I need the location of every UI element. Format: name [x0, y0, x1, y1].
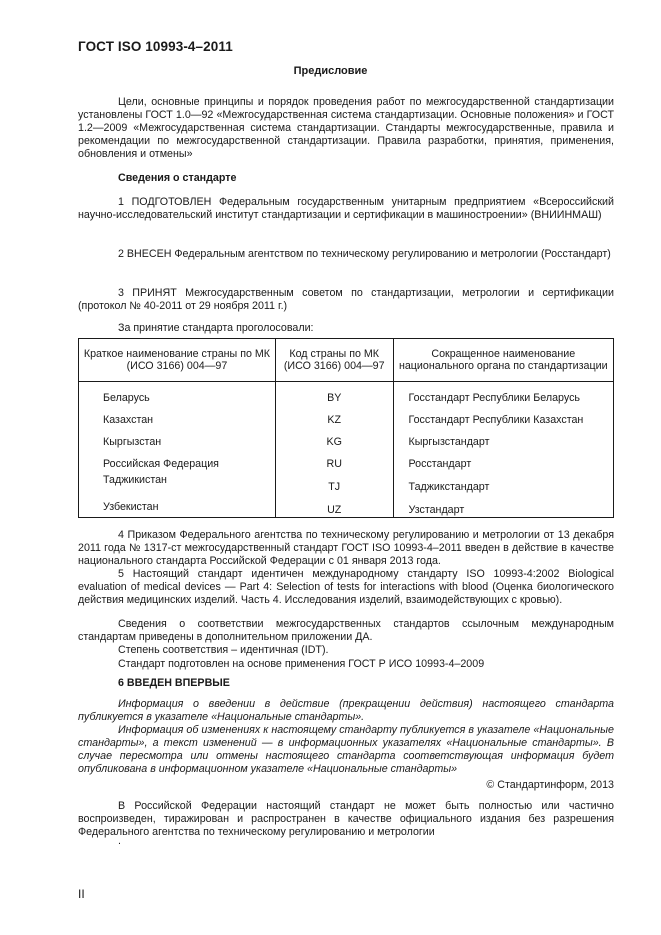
body-cell: Госстандарт Республики Казахстан [408, 414, 584, 426]
code-cell: KZ [327, 414, 342, 426]
item-5-degree: Степень соответствия – идентичная (IDT). [118, 644, 329, 656]
copyright: © Стандартинформ, 2013 [486, 779, 614, 791]
code-cell: KG [326, 436, 342, 448]
body-cell: Госстандарт Республики Беларусь [408, 392, 580, 404]
votes-table-body [79, 382, 614, 518]
code-cell: TJ [328, 481, 341, 493]
item-5-references: Сведения о соответствии межгосударственных стандартов ссылочным международным стандартам приведены в дополнительном приложении ДА. [78, 618, 614, 643]
about-standard-title: Сведения о стандарте [118, 172, 237, 184]
about-item-2: 2 ВНЕСЕН Федеральным агентством по техническому регулированию и метрологии (Росстандарт) [118, 248, 611, 260]
votes-table-header [79, 339, 614, 382]
country-cell: Таджикистан [103, 474, 167, 486]
item-5-basis: Стандарт подготовлен на основе применения ГОСТ Р ИСО 10993-4–2009 [118, 658, 485, 670]
code-column [275, 382, 393, 518]
notice-introduction: Информация о введении в действие (прекращении действия) настоящего стандарта публикуется в указателе «Национальные стандарты». [78, 698, 614, 723]
reproduction-notice: В Российской Федерации настоящий стандарт не может быть полностью или частично воспроизведен, тиражирован и распространен в качестве официального издания без разрешения Федерального агентства по техническому регулированию и метрологии [78, 800, 614, 838]
votes-table [78, 338, 614, 518]
page-number: II [78, 887, 85, 901]
votes-intro: За принятие стандарта проголосовали: [118, 322, 314, 334]
code-cell: RU [326, 458, 342, 470]
header-country: Краткое наименование страны по МК (ИСО 3166) 004—97 [79, 339, 276, 382]
item-4: 4 Приказом Федерального агентства по техническому регулированию и метрологии от 13 декабря 2011 года № 1317-ст межгосударственный стандарт ГОСТ ISO 10993-4–2011 введен в действие в качестве национального стандарта Российской Федерации с 01 января 2013 года. [78, 529, 614, 567]
trailing-mark: . [118, 835, 121, 847]
header-code: Код страны по МК (ИСО 3166) 004—97 [275, 339, 393, 382]
header-body: Сокращенное наименование национального органа по стандартизации [393, 339, 613, 382]
about-item-1: 1 ПОДГОТОВЛЕН Федеральным государственным унитарным предприятием «Всероссийский научно-исследовательский институт стандартизации и сертификации в машиностроении» (ВНИИНМАШ) [78, 196, 614, 221]
item-5: 5 Настоящий стандарт идентичен международному стандарту ISO 10993-4:2002 Biological evaluation of medical devices — Part 4: Selection of tests for interactions with blood (Оценка биологического действия медицинских изделий. Часть 4. Исследования изделий, взаимодействующих с кровью). [78, 568, 614, 606]
country-column [79, 382, 276, 518]
country-cell: Кыргызстан [103, 436, 162, 448]
about-item-3: 3 ПРИНЯТ Межгосударственным советом по стандартизации, метрологии и сертификации (протокол № 40-2011 от 29 ноября 2011 г.) [78, 287, 614, 312]
body-cell: Таджикстандарт [408, 481, 490, 493]
country-cell: Узбекистан [103, 501, 159, 513]
body-column [393, 382, 613, 518]
notice-changes: Информация об изменениях к настоящему стандарту публикуется в указателе «Национальные стандарты», а текст изменений — в информационных указателях «Национальные стандарты». В случае пересмотра или отмены настоящего стандарта соответствующая информация будет опубликована в информационном указателе «Национальные стандарты» [78, 724, 614, 775]
code-cell: UZ [327, 504, 342, 516]
preface-intro: Цели, основные принципы и порядок проведения работ по межгосударственной стандартизации установлены ГОСТ 1.0—92 «Межгосударственная система стандартизации. Основные положения» и ГОСТ 1.2—2009 «Межгосударственная система стандартизации. Стандарты межгосударственные, правила и рекомендации по межгосударственной стандартизации. Правила разработки, принятия, применения, обновления и отмены» [78, 96, 614, 160]
country-cell: Казахстан [103, 414, 154, 426]
body-cell: Узстандарт [408, 504, 465, 516]
country-cell: Беларусь [103, 392, 150, 404]
body-cell: Росстандарт [408, 458, 472, 470]
document-header: ГОСТ ISO 10993-4–2011 [78, 39, 233, 54]
body-cell: Кыргызстандарт [408, 436, 490, 448]
code-cell: BY [327, 392, 342, 404]
country-cell: Российская Федерация [103, 458, 219, 470]
preface-title: Предисловие [293, 65, 368, 77]
item-6: 6 ВВЕДЕН ВПЕРВЫЕ [118, 677, 230, 689]
